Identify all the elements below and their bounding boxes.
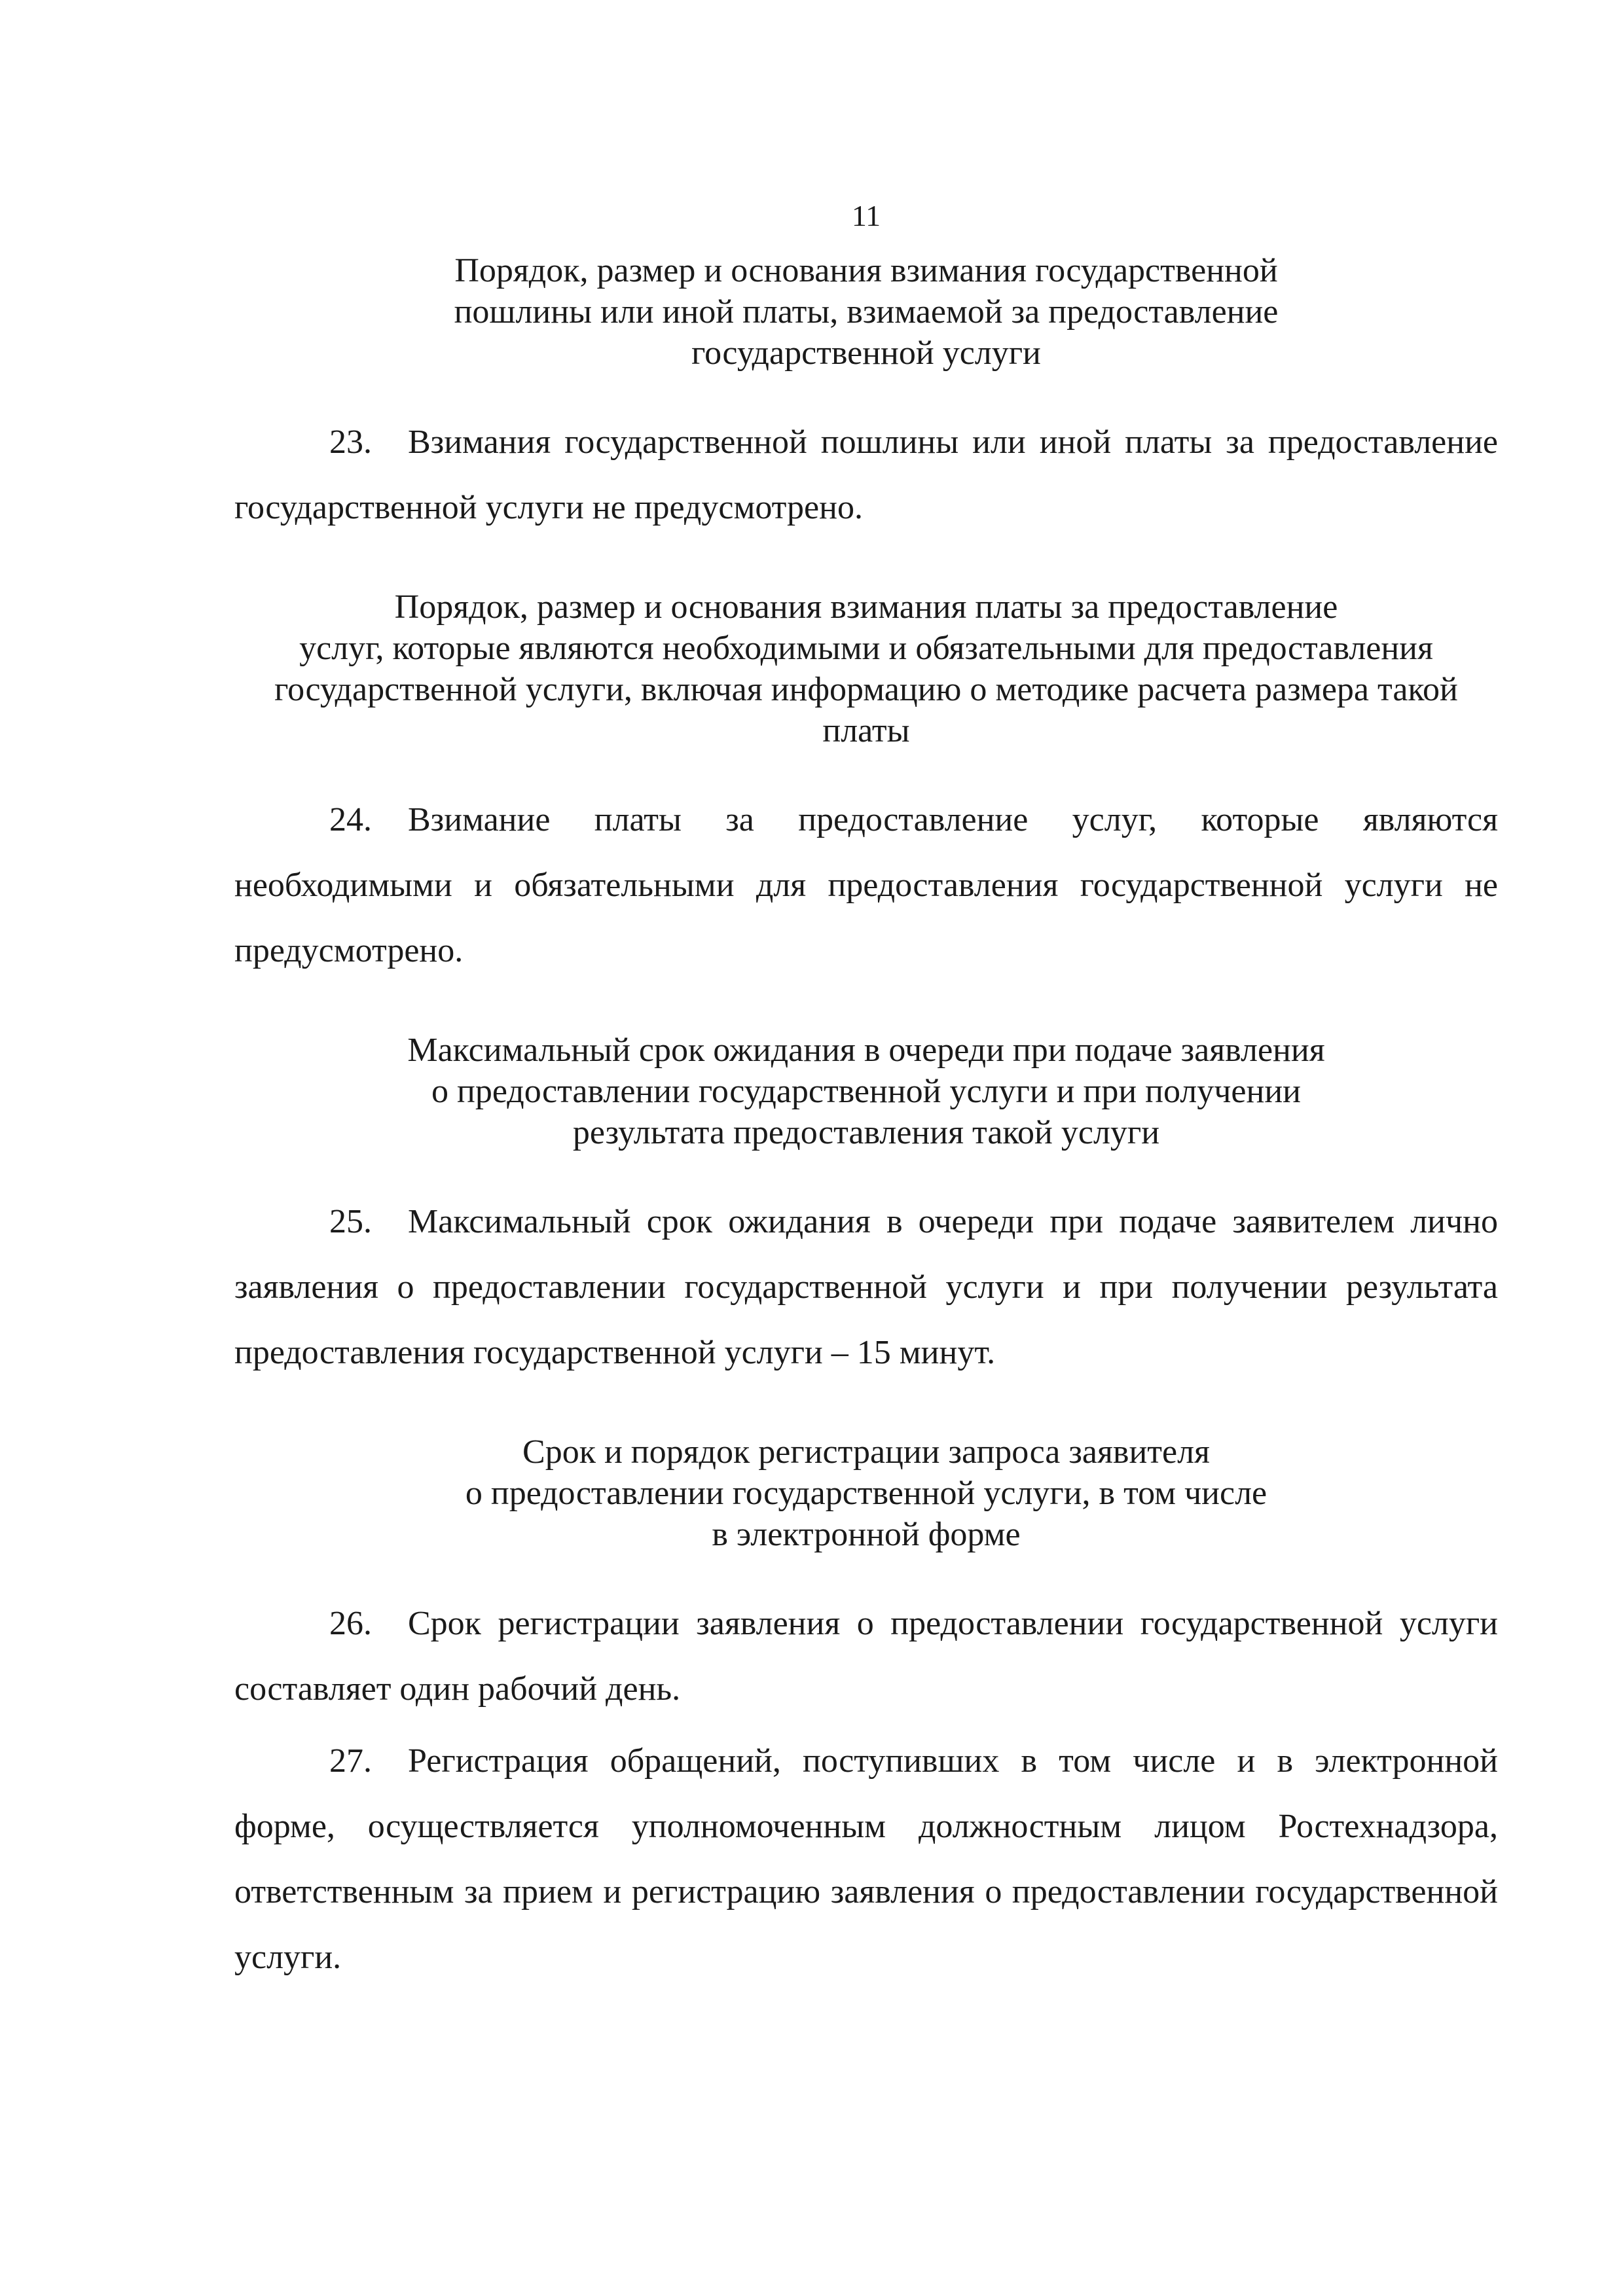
paragraph-number: 23. — [329, 423, 372, 461]
paragraph-24 — [234, 787, 1498, 984]
page-number: 11 — [851, 199, 881, 232]
paragraph-25 — [234, 1189, 1498, 1386]
section-heading-registration — [234, 1431, 1498, 1555]
heading-line: в электронной форме — [712, 1516, 1021, 1553]
heading-line: результата предоставления такой услуги — [572, 1114, 1160, 1151]
heading-line: о предоставлении государственной услуги, в том числе — [465, 1475, 1267, 1512]
heading-line: Максимальный срок ожидания в очереди при подаче заявления — [407, 1031, 1325, 1069]
paragraph-text: Взимание платы за предоставление услуг, которые являются необходимыми и обязательными для предоставления государственной услуги не предусмотрено. — [234, 801, 1498, 969]
paragraph-23 — [234, 410, 1498, 541]
page-content — [234, 196, 1498, 1990]
paragraph-number: 27. — [329, 1742, 372, 1780]
heading-line: о предоставлении государственной услуги и при получении — [431, 1073, 1301, 1110]
paragraph-number: 24. — [329, 801, 372, 838]
paragraph-text: Регистрация обращений, поступивших в том числе и в электронной форме, осуществляется уполномоченным должностным лицом Ростехнадзора, ответственным за прием и регистрацию заявления о предоставлении государственной услуги. — [234, 1742, 1498, 1976]
heading-line: Порядок, размер и основания взимания государственной — [454, 252, 1278, 289]
heading-line: государственной услуги — [691, 334, 1041, 372]
section-heading-services-fee — [234, 586, 1498, 751]
paragraph-27 — [234, 1729, 1498, 1990]
paragraph-number: 25. — [329, 1203, 372, 1240]
paragraph-text: Максимальный срок ожидания в очереди при подаче заявителем лично заявления о предоставлении государственной услуги и при получении результата предоставления государственной услуги – 15 минут. — [234, 1203, 1498, 1371]
paragraph-text: Срок регистрации заявления о предоставлении государственной услуги составляет один рабочий день. — [234, 1605, 1498, 1708]
paragraph-26 — [234, 1591, 1498, 1722]
paragraph-text: Взимания государственной пошлины или иной платы за предоставление государственной услуги не предусмотрено. — [234, 423, 1498, 526]
heading-line: услуг, которые являются необходимыми и обязательными для предоставления — [299, 630, 1433, 667]
section-heading-fee — [234, 250, 1498, 374]
heading-line: платы — [822, 712, 910, 749]
heading-line: Срок и порядок регистрации запроса заявителя — [522, 1433, 1210, 1471]
heading-line: Порядок, размер и основания взимания платы за предоставление — [394, 588, 1338, 626]
section-heading-queue-time — [234, 1030, 1498, 1153]
paragraph-number: 26. — [329, 1605, 372, 1642]
heading-line: пошлины или иной платы, взимаемой за предоставление — [454, 293, 1279, 331]
heading-line: государственной услуги, включая информацию о методике расчета размера такой — [274, 671, 1458, 708]
